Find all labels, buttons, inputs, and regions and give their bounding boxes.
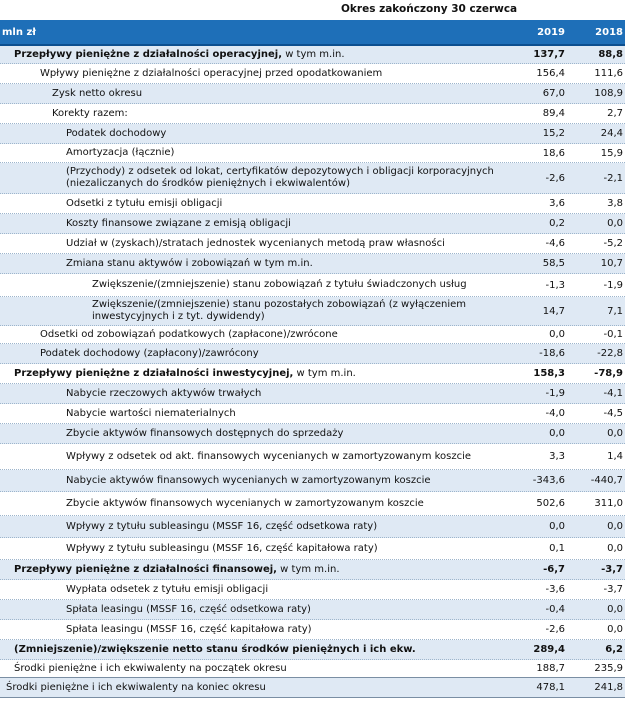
row-label [0,521,523,533]
value-2018: 0,0 [607,521,623,532]
table-row [0,560,625,580]
table-row [0,470,625,492]
table-row [0,46,625,64]
value-2018: -4,1 [603,388,623,399]
row-label-text: Koszty finansowe związane z emisją obligacji [66,217,291,229]
row-label-text: (Zmniejszenie)/zwiększenie netto stanu środków pieniężnych i ich ekw. [14,643,416,655]
value-2018: -1,9 [603,279,623,291]
value-2018: 235,9 [594,663,623,674]
value-2018: 108,9 [594,88,623,99]
row-label-text: Wpływy z odsetek od akt. finansowych wycenianych w zamortyzowanym koszcie [66,450,472,462]
value-2019: 289,4 [533,644,565,655]
value-2018: 241,8 [594,682,623,693]
row-label-text: Wpływy pieniężne z działalności operacyjnej przed opodatkowaniem [40,67,383,79]
value-2019: -18,6 [539,348,565,359]
row-label [0,543,523,555]
row-label [0,428,523,440]
value-2019: -6,7 [543,564,565,575]
row-label [0,388,523,400]
value-2018: 7,1 [607,305,623,317]
value-2019: 89,4 [542,108,565,119]
row-label [0,258,523,270]
value-2018: 10,7 [600,258,623,269]
row-label [0,166,523,190]
year-2018-header: 2018 [595,26,623,38]
row-label-text: Podatek dochodowy [66,127,167,139]
row-label [0,451,523,463]
row-label [0,238,523,250]
value-2019: 58,5 [542,258,565,269]
row-label-text: Spłata leasingu (MSSF 16, część kapitałowa raty) [66,623,312,635]
value-2019: 137,7 [533,49,565,60]
table-row [0,444,625,470]
row-label-text: Wypłata odsetek z tytułu emisji obligacji [66,583,269,595]
value-2019: 14,7 [542,305,565,317]
table-row [0,424,625,444]
row-label [0,198,523,210]
value-2018: -78,9 [594,368,623,379]
value-2018: -22,8 [597,348,623,359]
value-2018: 0,0 [607,624,623,635]
row-label [0,564,523,576]
table-row [0,194,625,214]
table-row [0,214,625,234]
row-label [0,368,523,380]
value-2019: 0,0 [549,329,565,340]
row-label-text: Środki pieniężne i ich ekwiwalenty na koniec okresu [6,681,266,693]
value-2019: -0,4 [545,604,565,615]
period-heading [0,0,625,20]
row-label [0,218,523,230]
row-label-text: Nabycie aktywów finansowych wycenianych w zamortyzowanym koszcie [66,474,431,486]
value-2019: -1,3 [545,279,565,291]
value-2019: 0,0 [549,428,565,439]
table-row [0,84,625,104]
row-label-text: Podatek dochodowy (zapłacony)/zawrócony [40,347,259,359]
value-2019: -343,6 [532,475,565,486]
row-label-text: Wpływy z tytułu subleasingu (MSSF 16, część odsetkowa raty) [66,520,378,532]
table-row [0,678,625,698]
table-row [0,600,625,620]
row-label [0,128,523,140]
table-row [0,660,625,678]
table-row [0,163,625,194]
value-2018: 0,0 [607,604,623,615]
row-label-text: Zmiana stanu aktywów i zobowiązań w tym m.in. [66,257,313,269]
value-2018: 24,4 [600,128,623,139]
row-label-text: Wpływy z tytułu subleasingu (MSSF 16, część kapitałowa raty) [66,542,378,554]
value-2019: 15,2 [542,128,565,139]
row-label [0,108,523,120]
table-row [0,364,625,384]
value-2018: 2,7 [607,108,623,119]
table-row [0,234,625,254]
value-2018: 88,8 [598,49,623,60]
value-2019: -3,6 [545,584,565,595]
row-label-text: Udział w (zyskach)/stratach jednostek wycenianych metodą praw własności [66,237,445,249]
table-row [0,144,625,163]
value-2018: -5,2 [603,238,623,249]
row-label-text: Zwiększenie/(zmniejszenie) stanu pozostałych zobowiązań (z wyłączeniem inwestycyjnych i z tyt. dywidendy) [92,299,466,322]
row-label-text: Zysk netto okresu [52,87,143,99]
row-label-suffix: w tym m.in. [282,48,345,60]
row-label-text: Przepływy pieniężne z działalności operacyjnej, [14,48,283,60]
value-2019: 502,6 [536,498,565,509]
value-2019: 0,2 [549,218,565,229]
value-2019: -2,6 [545,624,565,635]
row-label [0,584,523,596]
value-2019: 67,0 [542,88,565,99]
value-2018: -0,1 [603,329,623,340]
table-row [0,516,625,538]
value-2019: -1,9 [545,388,565,399]
row-label-text: Odsetki z tytułu emisji obligacji [66,197,223,209]
period-label: Okres zakończony 30 czerwca [341,3,518,15]
row-label [0,329,523,341]
row-label [0,279,523,291]
table-row [0,274,625,297]
row-label [0,68,523,80]
value-2018: -3,7 [603,584,623,595]
row-label-text: Zbycie aktywów finansowych wycenianych w zamortyzowanym koszcie [66,497,424,509]
value-2018: 3,8 [607,198,623,209]
table-row [0,326,625,344]
table-row [0,64,625,84]
value-2018: 1,4 [607,451,623,462]
value-2019: -4,0 [545,408,565,419]
value-2018: 6,2 [605,644,623,655]
value-2018: -440,7 [590,475,623,486]
table-row [0,297,625,326]
row-label-text: Zbycie aktywów finansowych dostępnych do sprzedaży [66,427,344,439]
cash-flow-table [0,46,625,698]
table-row [0,404,625,424]
row-label [0,682,523,694]
value-2019: 18,6 [542,147,565,159]
row-label-text: Przepływy pieniężne z działalności finansowej, [14,563,277,575]
row-label [0,663,523,675]
table-row [0,492,625,516]
table-header [0,20,625,46]
table-row [0,538,625,560]
row-label [0,147,523,159]
row-label [0,498,523,510]
row-label [0,88,523,100]
table-row [0,344,625,364]
table-row [0,124,625,144]
table-row [0,104,625,124]
value-2019: 478,1 [536,682,565,693]
value-2019: 188,7 [536,663,565,674]
row-label [0,408,523,420]
value-2018: 15,9 [600,147,623,159]
value-2018: 111,6 [594,68,623,79]
table-row [0,254,625,274]
value-2018: -3,7 [601,564,623,575]
value-2019: -2,6 [545,172,565,184]
value-2019: -4,6 [545,238,565,249]
value-2019: 0,1 [549,543,565,554]
row-label-text: Zwiększenie/(zmniejszenie) stanu zobowiązań z tytułu świadczonych usług [92,279,467,290]
row-label-text: (Przychody) z odsetek od lokat, certyfikatów depozytowych i obligacji korporacyjnych (niezaliczanych do środków pieniężnych i ekwiwalentów) [66,166,494,189]
unit-label: mln zł [2,26,36,38]
value-2019: 158,3 [533,368,565,379]
value-2018: -2,1 [603,172,623,184]
value-2018: 0,0 [607,428,623,439]
row-label-text: Korekty razem: [52,107,128,119]
row-label-suffix: w tym m.in. [276,563,340,575]
row-label-text: Nabycie wartości niematerialnych [66,407,236,419]
year-2019-header: 2019 [537,26,565,38]
row-label [0,299,523,323]
row-label [0,49,523,61]
value-2018: 0,0 [607,218,623,229]
value-2019: 3,3 [549,451,565,462]
table-row [0,580,625,600]
table-row [0,384,625,404]
value-2018: 0,0 [607,543,623,554]
row-label-text: Amortyzacja (łącznie) [66,147,175,158]
row-label-text: Przepływy pieniężne z działalności inwestycyjnej, [14,367,294,379]
row-label [0,644,523,656]
row-label-text: Odsetki od zobowiązań podatkowych (zapłacone)/zwrócone [40,328,338,340]
row-label [0,475,523,487]
value-2018: 311,0 [594,498,623,509]
table-row [0,620,625,640]
row-label-text: Spłata leasingu (MSSF 16, część odsetkowa raty) [66,603,311,615]
row-label [0,624,523,636]
row-label-suffix: w tym m.in. [293,367,356,379]
value-2019: 156,4 [536,68,565,79]
table-row [0,640,625,660]
value-2018: -4,5 [603,408,623,419]
row-label-text: Środki pieniężne i ich ekwiwalenty na początek okresu [14,662,287,674]
value-2019: 3,6 [549,198,565,209]
value-2019: 0,0 [549,521,565,532]
row-label [0,604,523,616]
row-label-text: Nabycie rzeczowych aktywów trwałych [66,387,262,399]
row-label [0,348,523,360]
